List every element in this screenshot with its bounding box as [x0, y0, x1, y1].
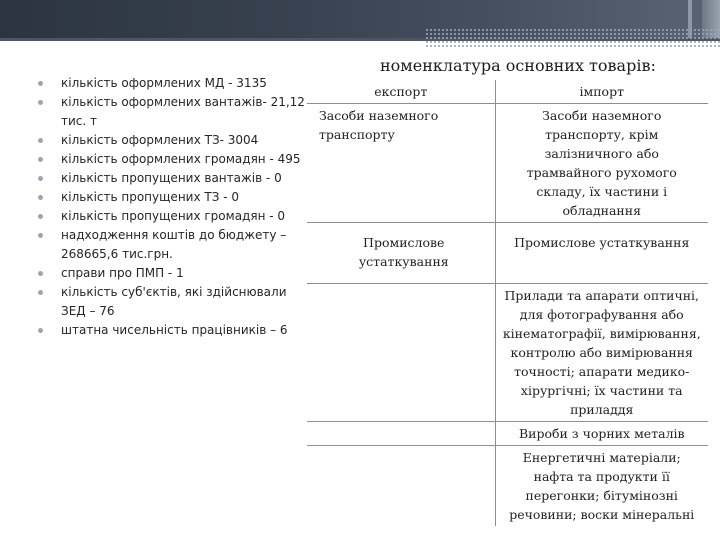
cell-import: Засоби наземного транспорту, крім залізничного або трамвайного рухомого складу, їх частини і обладнання	[495, 104, 708, 223]
list-item: кількість пропущених ТЗ - 0	[38, 188, 306, 207]
bullet-icon	[38, 271, 43, 276]
header-import: імпорт	[495, 80, 708, 104]
bullet-icon	[38, 233, 43, 238]
header-export: експорт	[307, 80, 495, 104]
list-item: кількість оформлених громадян - 495	[38, 150, 306, 169]
bullet-icon	[38, 176, 43, 181]
bullet-icon	[38, 138, 43, 143]
cell-export	[307, 422, 495, 446]
table-row	[307, 223, 708, 284]
table-header-row	[307, 80, 708, 104]
bullet-icon	[38, 328, 43, 333]
list-item: кількість суб'єктів, які здійснювали ЗЕД – 76	[38, 283, 306, 321]
cell-export	[307, 284, 495, 422]
cell-export: Засоби наземного транспорту	[307, 104, 495, 223]
list-item: кількість оформлених МД - 3135	[38, 74, 306, 93]
bullet-icon	[38, 195, 43, 200]
list-item: кількість оформлених вантажів- 21,12 тис. т	[38, 93, 306, 131]
table-row	[307, 284, 708, 422]
bullet-icon	[38, 100, 43, 105]
cell-import: Прилади та апарати оптичні, для фотографування або кінематографії, вимірювання, контролю або вимірювання точності; апарати медико-хірургічні; їх частини та приладдя	[495, 284, 708, 422]
bullet-icon	[38, 157, 43, 162]
list-item: штатна чисельність працівників – 6	[38, 321, 306, 340]
list-item: надходження коштів до бюджету – 268665,6 тис.грн.	[38, 226, 306, 264]
list-item: кількість пропущених громадян - 0	[38, 207, 306, 226]
cell-import: Промислове устаткування	[495, 223, 708, 284]
cell-export	[307, 446, 495, 527]
cell-export: Промислове устаткування	[307, 223, 495, 284]
cell-import: Енергетичні матеріали; нафта та продукти її перегонки; бітумінозні речовини; воски мінеральні	[495, 446, 708, 527]
table-row	[307, 446, 708, 527]
list-item: кількість пропущених вантажів - 0	[38, 169, 306, 188]
list-item: справи про ПМП - 1	[38, 264, 306, 283]
list-item: кількість оформлених ТЗ- 3004	[38, 131, 306, 150]
slide-title: номенклатура основних товарів:	[380, 56, 656, 75]
bullet-icon	[38, 214, 43, 219]
dotted-pattern	[425, 28, 720, 48]
bullet-icon	[38, 290, 43, 295]
table-row	[307, 422, 708, 446]
goods-nomenclature-table	[307, 80, 708, 526]
table-row	[307, 104, 708, 223]
cell-import: Вироби з чорних металів	[495, 422, 708, 446]
bullet-icon	[38, 81, 43, 86]
statistics-list	[38, 74, 306, 340]
